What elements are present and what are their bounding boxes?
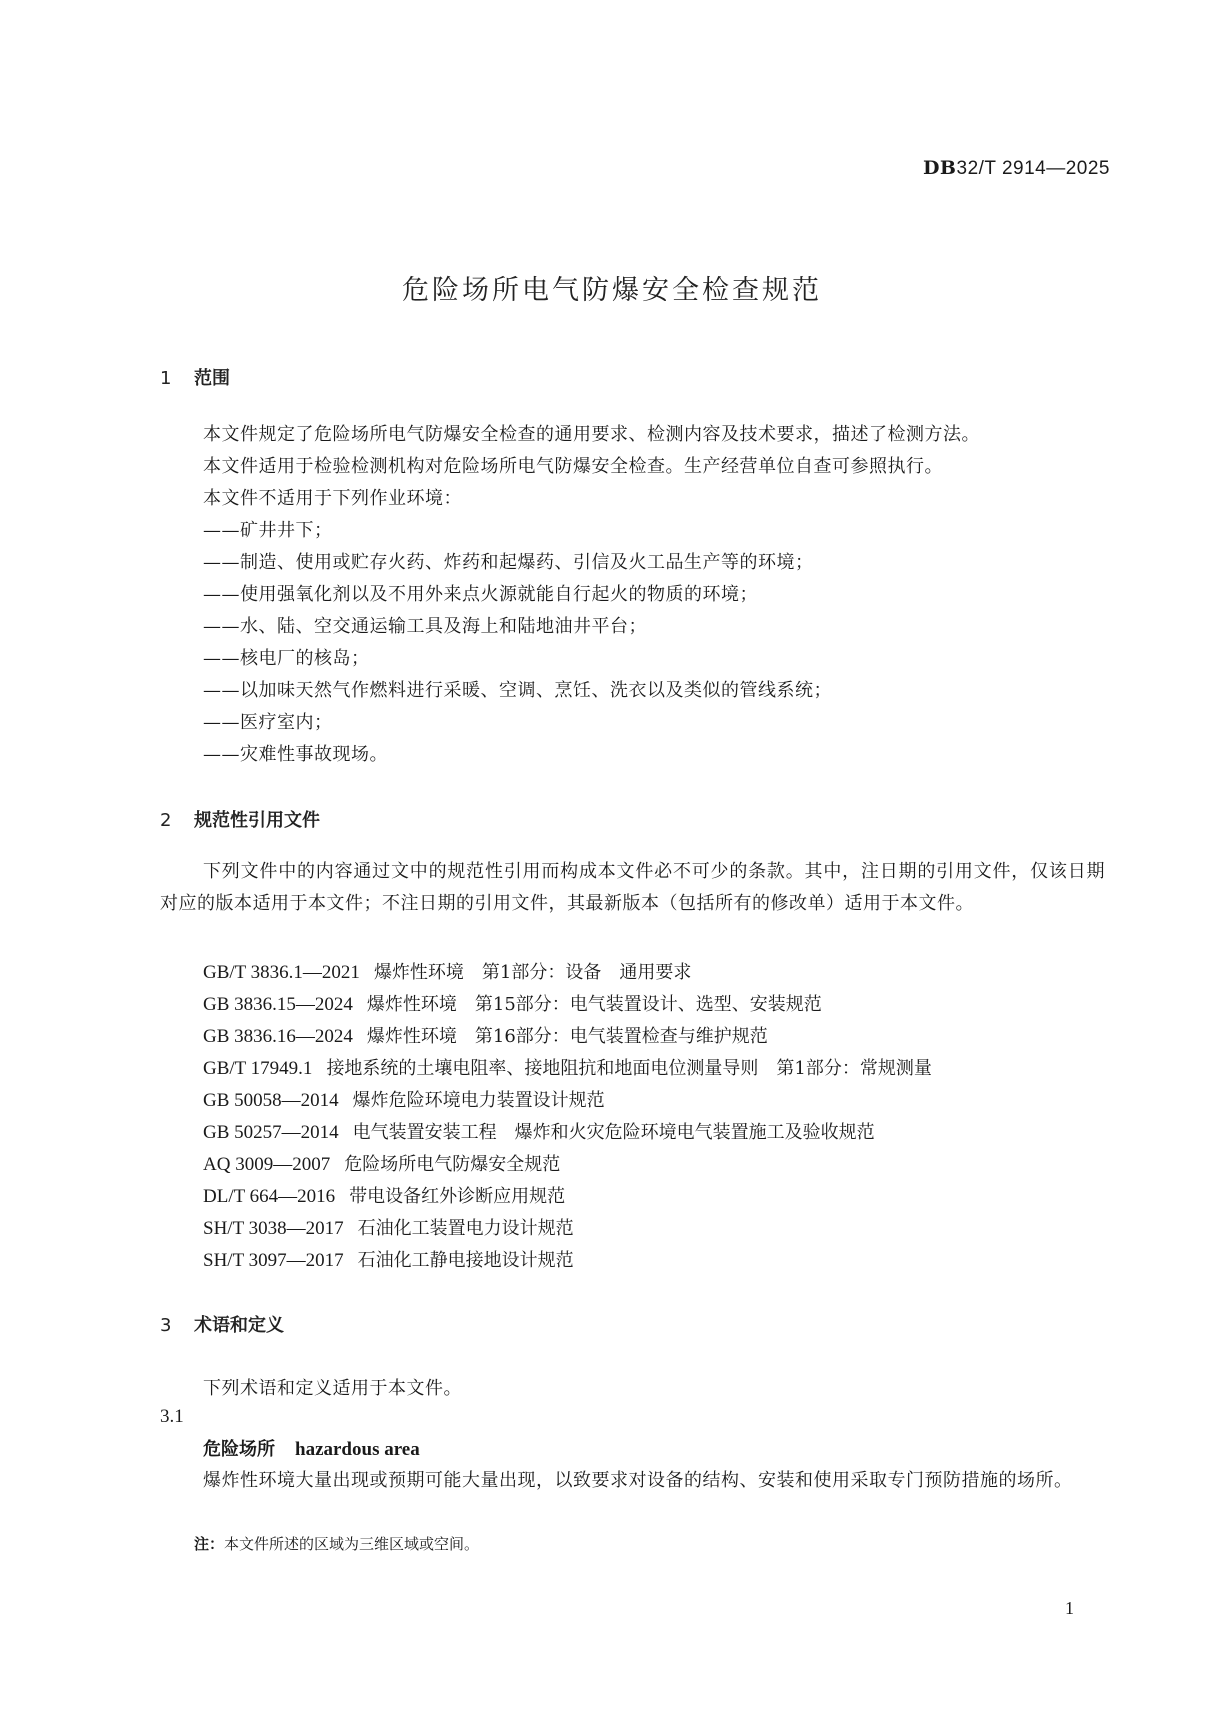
exclusion-item: ——以加味天然气作燃料进行采暖、空调、烹饪、洗衣以及类似的管线系统； (203, 680, 832, 701)
document-title: 危险场所电气防爆安全检查规范 (402, 275, 822, 306)
scope-line: 本文件规定了危险场所电气防爆安全检查的通用要求、检测内容及技术要求，描述了检测方法。 (203, 424, 980, 445)
page-number: 1 (1065, 1598, 1074, 1618)
section-2-heading: 2 规范性引用文件 (160, 810, 320, 831)
reference-item: GB 3836.15—2024 爆炸性环境 第15部分：电气装置设计、选型、安装规范 (203, 994, 822, 1015)
term-note: 注：本文件所述的区域为三维区域或空间。 (194, 1535, 480, 1553)
reference-item: GB 50058—2014 爆炸危险环境电力装置设计规范 (203, 1090, 605, 1111)
exclusion-item: ——使用强氧化剂以及不用外来点火源就能自行起火的物质的环境； (203, 584, 758, 605)
term-definition: 爆炸性环境大量出现或预期可能大量出现，以致要求对设备的结构、安装和使用采取专门预防措施的场所。 (203, 1470, 1073, 1491)
normative-references-intro: 下列文件中的内容通过文中的规范性引用而构成本文件必不可少的条款。其中，注日期的引用文件，仅该日期对应的版本适用于本文件；不注日期的引用文件，其最新版本（包括所有的修改单）适用于本文件。 (160, 861, 1105, 914)
term-heading: 危险场所 hazardous area (203, 1439, 420, 1460)
section-3-heading: 3 术语和定义 (160, 1315, 284, 1336)
reference-item: GB 3836.16—2024 爆炸性环境 第16部分：电气装置检查与维护规范 (203, 1026, 768, 1047)
reference-item: GB/T 17949.1 接地系统的土壤电阻率、接地阻抗和地面电位测量导则 第1部分：常规测量 (203, 1058, 932, 1079)
section-1-heading: 1 范围 (160, 368, 230, 389)
reference-item: SH/T 3097—2017 石油化工静电接地设计规范 (203, 1250, 574, 1271)
exclusion-item: ——灾难性事故现场。 (203, 744, 388, 765)
scope-line: 本文件不适用于下列作业环境： (203, 488, 462, 509)
term-number: 3.1 (160, 1406, 184, 1427)
scope-line: 本文件适用于检验检测机构对危险场所电气防爆安全检查。生产经营单位自查可参照执行。 (203, 456, 943, 477)
exclusion-item: ——医疗室内； (203, 712, 333, 733)
reference-item: GB 50257—2014 电气装置安装工程 爆炸和火灾危险环境电气装置施工及验收规范 (203, 1122, 875, 1143)
reference-item: GB/T 3836.1—2021 爆炸性环境 第1部分：设备 通用要求 (203, 962, 692, 983)
exclusion-item: ——矿井井下； (203, 520, 333, 541)
exclusion-item: ——制造、使用或贮存火药、炸药和起爆药、引信及火工品生产等的环境； (203, 552, 814, 573)
document-code: DB32/T 2914—2025 (922, 157, 1110, 179)
exclusion-item: ——核电厂的核岛； (203, 648, 370, 669)
exclusion-item: ——水、陆、空交通运输工具及海上和陆地油井平台； (203, 616, 647, 637)
reference-item: SH/T 3038—2017 石油化工装置电力设计规范 (203, 1218, 574, 1239)
terms-intro: 下列术语和定义适用于本文件。 (203, 1378, 462, 1399)
reference-item: DL/T 664—2016 带电设备红外诊断应用规范 (203, 1186, 566, 1207)
reference-item: AQ 3009—2007 危险场所电气防爆安全规范 (203, 1154, 561, 1175)
